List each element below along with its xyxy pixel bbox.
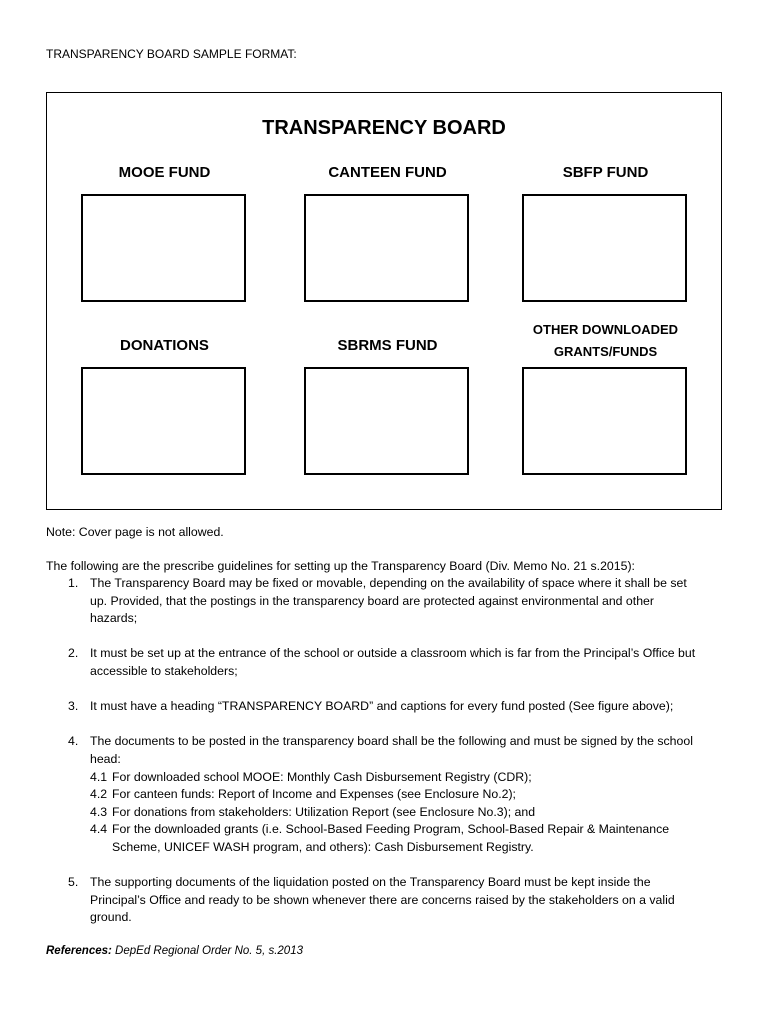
guideline-line: head: xyxy=(90,751,121,766)
guideline-number: 2. xyxy=(68,646,79,661)
references-text: DepEd Regional Order No. 5, s.2013 xyxy=(115,945,303,957)
guideline-item xyxy=(46,575,726,628)
sub-item xyxy=(90,804,726,822)
guideline-item xyxy=(46,733,726,856)
guideline-line: up. Provided, that the postings in the transparency board are protected against environmental and other xyxy=(90,593,654,608)
sub-item-number: 4.4 xyxy=(90,822,108,837)
guideline-number: 4. xyxy=(68,734,79,749)
guidelines-intro: The following are the prescribe guidelines for setting up the Transparency Board (Div. Memo No. 21 s.2015): xyxy=(46,559,635,573)
transparency-board-figure xyxy=(46,92,722,510)
guideline-line: accessible to stakeholders; xyxy=(90,663,238,678)
guideline-number: 3. xyxy=(68,699,79,714)
guideline-number: 1. xyxy=(68,576,79,590)
sub-item-line: For donations from stakeholders: Utilization Report (see Enclosure No.3); and xyxy=(112,804,536,819)
caption-other-grants-line2: GRANTS/FUNDS xyxy=(553,344,658,359)
sub-item-line: For downloaded school MOOE: Monthly Cash Disbursement Registry (CDR); xyxy=(112,769,532,784)
guideline-line: hazards; xyxy=(90,611,138,626)
guideline-line: The Transparency Board may be fixed or movable, depending on the availability of space where it shall be set xyxy=(90,576,687,590)
guideline-line: ground. xyxy=(90,910,132,925)
guidelines-list xyxy=(46,575,726,927)
mooe-fund-box xyxy=(81,194,246,302)
caption-canteen-fund: CANTEEN FUND xyxy=(328,164,447,181)
other-grants-box xyxy=(522,367,687,475)
board-title: TRANSPARENCY BOARD xyxy=(262,117,506,139)
guideline-line: The supporting documents of the liquidation posted on the Transparency Board must be kept inside the xyxy=(90,875,651,890)
references xyxy=(46,945,303,957)
references-label: References: xyxy=(46,945,112,957)
canteen-fund-box xyxy=(304,194,469,302)
guideline-line: It must have a heading “TRANSPARENCY BOARD” and captions for every fund posted (See figure above); xyxy=(90,699,674,714)
caption-mooe-fund: MOOE FUND xyxy=(118,164,211,181)
sub-item xyxy=(90,821,726,856)
guideline-line: The documents to be posted in the transparency board shall be the following and must be signed by the school xyxy=(90,734,693,749)
sub-item-number: 4.3 xyxy=(90,804,108,819)
caption-sbrms-fund: SBRMS FUND xyxy=(337,337,438,354)
guideline-item xyxy=(46,874,726,927)
guideline-item xyxy=(46,698,726,716)
caption-sbfp-fund: SBFP FUND xyxy=(562,164,649,181)
sub-item-number: 4.2 xyxy=(90,787,108,802)
guideline-number: 5. xyxy=(68,875,79,890)
caption-other-grants-line1: OTHER DOWNLOADED xyxy=(532,322,679,337)
guideline-item xyxy=(46,645,726,680)
guideline-line: It must be set up at the entrance of the school or outside a classroom which is far from the Principal’s Office but xyxy=(90,646,696,661)
note: Note: Cover page is not allowed. xyxy=(46,525,224,539)
sub-item-line: Scheme, UNICEF WASH program, and others): Cash Disbursement Registry. xyxy=(112,839,534,854)
intro-heading: TRANSPARENCY BOARD SAMPLE FORMAT: xyxy=(46,47,297,61)
sub-item-line: For canteen funds: Report of Income and Expenses (see Enclosure No.2); xyxy=(112,787,516,802)
sub-item xyxy=(90,769,726,787)
caption-other-grants xyxy=(503,319,708,363)
guideline-line: Principal’s Office and ready to be shown whenever there are concerns raised by the stakeholders on a valid xyxy=(90,892,675,907)
sub-item xyxy=(90,786,726,804)
sub-item-line: For the downloaded grants (i.e. School-Based Feeding Program, School-Based Repair & Maintenance xyxy=(112,822,670,837)
sbrms-fund-box xyxy=(304,367,469,475)
sub-item-number: 4.1 xyxy=(90,769,108,784)
donations-box xyxy=(81,367,246,475)
caption-donations: DONATIONS xyxy=(120,337,209,354)
sbfp-fund-box xyxy=(522,194,687,302)
